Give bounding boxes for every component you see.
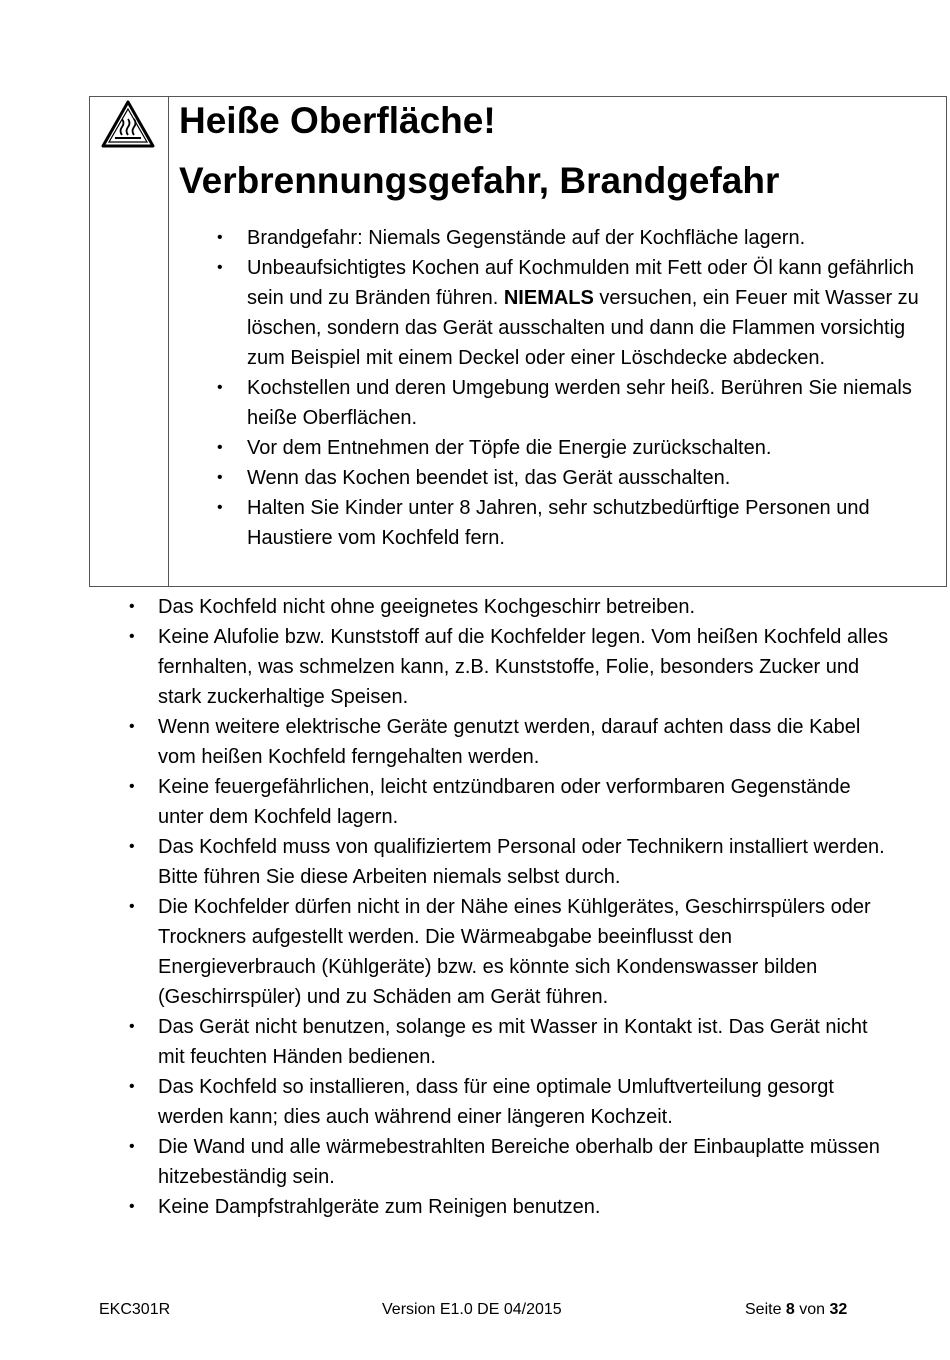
list-item: • Kochstellen und deren Umgebung werden sehr heiß. Berühren Sie niemals heiße Oberflächen. [179, 373, 939, 433]
list-item: • Keine Dampfstrahlgeräte zum Reinigen benutzen. [129, 1192, 889, 1222]
warning-icon-cell [90, 97, 169, 586]
page-number: 8 [785, 1301, 795, 1318]
list-item: • Die Wand und alle wärmebestrahlten Bereiche oberhalb der Einbauplatte müssen hitzebeständig sein. [129, 1132, 889, 1192]
footer-model: EKC301R [99, 1301, 171, 1318]
warning-subtitle: Verbrennungsgefahr, Brandgefahr [179, 160, 780, 201]
safety-list [129, 592, 889, 1222]
list-item: • Die Kochfelder dürfen nicht in der Nähe eines Kühlgerätes, Geschirrspülers oder Trockners aufgestellt werden. Die Wärmeabgabe beeinflusst den Energieverbrauch (Kühlgeräte) bzw. es könnte sich Kondenswasser bilden (Geschirrspüler) und zu Schäden am Gerät führen. [129, 892, 889, 1012]
list-item: • Das Kochfeld muss von qualifiziertem Personal oder Technikern installiert werden. Bitte führen Sie diese Arbeiten niemals selbst durch. [129, 832, 889, 892]
list-item: • Brandgefahr: Niemals Gegenstände auf der Kochfläche lagern. [179, 223, 939, 253]
emphasis-niemals: NIEMALS [503, 287, 594, 309]
footer-version: Version E1.0 DE 04/2015 [382, 1301, 562, 1318]
footer-page: Seite 8 von 32 [745, 1301, 848, 1318]
list-item: • Wenn das Kochen beendet ist, das Gerät ausschalten. [179, 463, 939, 493]
list-item: • Keine feuergefährlichen, leicht entzündbaren oder verformbaren Gegenstände unter dem Kochfeld lagern. [129, 772, 889, 832]
list-item: • Das Kochfeld so installieren, dass für eine optimale Umluftverteilung gesorgt werden kann; dies auch während einer längeren Kochzeit. [129, 1072, 889, 1132]
list-item: • Das Gerät nicht benutzen, solange es mit Wasser in Kontakt ist. Das Gerät nicht mit feuchten Händen bedienen. [129, 1012, 889, 1072]
warning-list [179, 223, 939, 553]
list-item: • Keine Alufolie bzw. Kunststoff auf die Kochfelder legen. Vom heißen Kochfeld alles fernhalten, was schmelzen kann, z.B. Kunststoffe, Folie, besonders Zucker und stark zuckerhaltige Speisen. [129, 622, 889, 712]
list-item: • Vor dem Entnehmen der Töpfe die Energie zurückschalten. [179, 433, 939, 463]
page-total: 32 [829, 1301, 848, 1318]
hot-surface-warning-icon [100, 99, 156, 149]
list-item: • Das Kochfeld nicht ohne geeignetes Kochgeschirr betreiben. [129, 592, 889, 622]
warning-box [89, 96, 947, 587]
list-item: • Wenn weitere elektrische Geräte genutzt werden, darauf achten dass die Kabel vom heißen Kochfeld ferngehalten werden. [129, 712, 889, 772]
warning-title: Heiße Oberfläche! [179, 100, 496, 141]
list-item: • Unbeaufsichtigtes Kochen auf Kochmulden mit Fett oder Öl kann gefährlich sein und zu Bränden führen. NIEMALS versuchen, ein Feuer mit Wasser zu löschen, sondern das Gerät ausschalten und dann die Flammen vorsichtig zum Beispiel mit einem Deckel oder einer Löschdecke abdecken. [179, 253, 939, 373]
list-item: • Halten Sie Kinder unter 8 Jahren, sehr schutzbedürftige Personen und Haustiere vom Kochfeld fern. [179, 493, 939, 553]
